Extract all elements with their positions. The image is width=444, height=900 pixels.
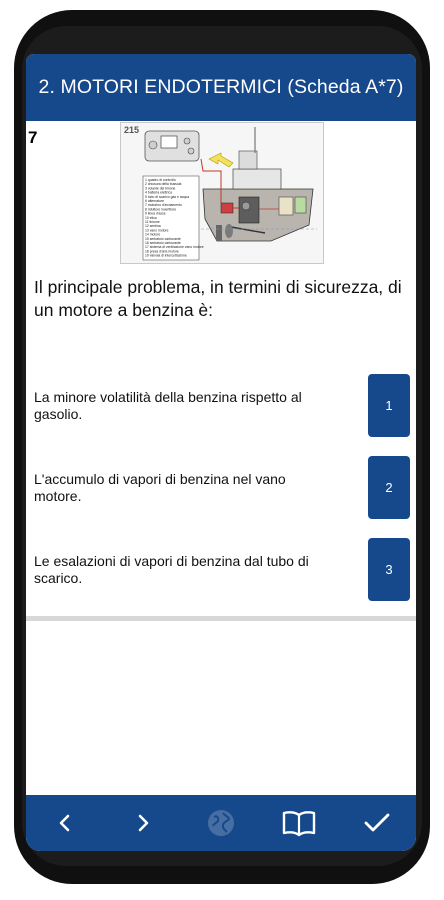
question-number: 7 [28,128,38,147]
figure-legend-item: 7 motorino d'avviamento [145,203,182,208]
content-divider [26,616,416,621]
previous-button[interactable] [41,799,89,847]
answer-button-1[interactable]: 1 [368,374,410,437]
figure-legend-item: 1 quadro di controllo [145,178,176,182]
figure-legend-item: 11 timone [145,220,160,224]
globe-button[interactable] [197,799,245,847]
figure-legend-item: 13 vano motore [145,228,169,233]
app-screen [26,54,416,851]
figure-legend-item: 12 sentina [145,224,161,229]
figure-legend-item: 19 valvola di intercettazione [145,253,187,258]
figure-legend-item: 17 sistema di ventilazione vano motore [145,245,204,250]
answer-button-2[interactable]: 2 [368,456,410,519]
figure-legend-item: 3 volante del timone [145,186,176,191]
answer-text-2: L'accumulo di vapori di benzina nel vano motore. [34,471,286,504]
question-text: Il principale problema, in termini di sicurezza, di un motore a benzina è: [34,277,402,320]
figure-legend-item: 15 serbatoio carburante [145,236,181,241]
figure-legend-item: 18 presa d'aria motore [145,249,179,254]
figure-legend-item: 4 batteria elettrica [145,190,172,195]
page-title: 2. MOTORI ENDOTERMICI (Scheda A*7) [26,54,416,121]
book-icon [281,809,317,837]
answer-button-3[interactable]: 3 [368,538,410,601]
question-figure [120,122,324,264]
figure-legend-item: 2 chiusura della bussola [145,182,182,187]
figure-legend-item: 10 elica [145,215,157,220]
confirm-button[interactable] [353,799,401,847]
check-icon [363,811,391,835]
bottom-navigation [26,795,416,851]
manual-button[interactable] [275,799,323,847]
chevron-right-icon [131,811,155,835]
figure-legend-item: 9 linea d'asse [145,211,166,216]
answer-text-3: Le esalazioni di vapori di benzina dal tubo di scarico. [34,553,309,586]
boat-engine-diagram [121,123,323,263]
figure-legend-item: 14 motore [145,232,161,237]
chevron-left-icon [53,811,77,835]
figure-legend-item: 16 serbatoio carburante [145,241,181,245]
figure-legend-item: 8 riduttore invertitore [145,207,177,212]
answer-text-1: La minore volatilità della benzina rispetto al gasolio. [34,389,302,422]
globe-icon [206,808,236,838]
figure-page-number: 215 [124,125,140,135]
figure-legend-item: 5 tubo di scarico gas e acqua [145,194,190,199]
figure-legend-item: 6 alternatore [145,199,165,203]
next-button[interactable] [119,799,167,847]
